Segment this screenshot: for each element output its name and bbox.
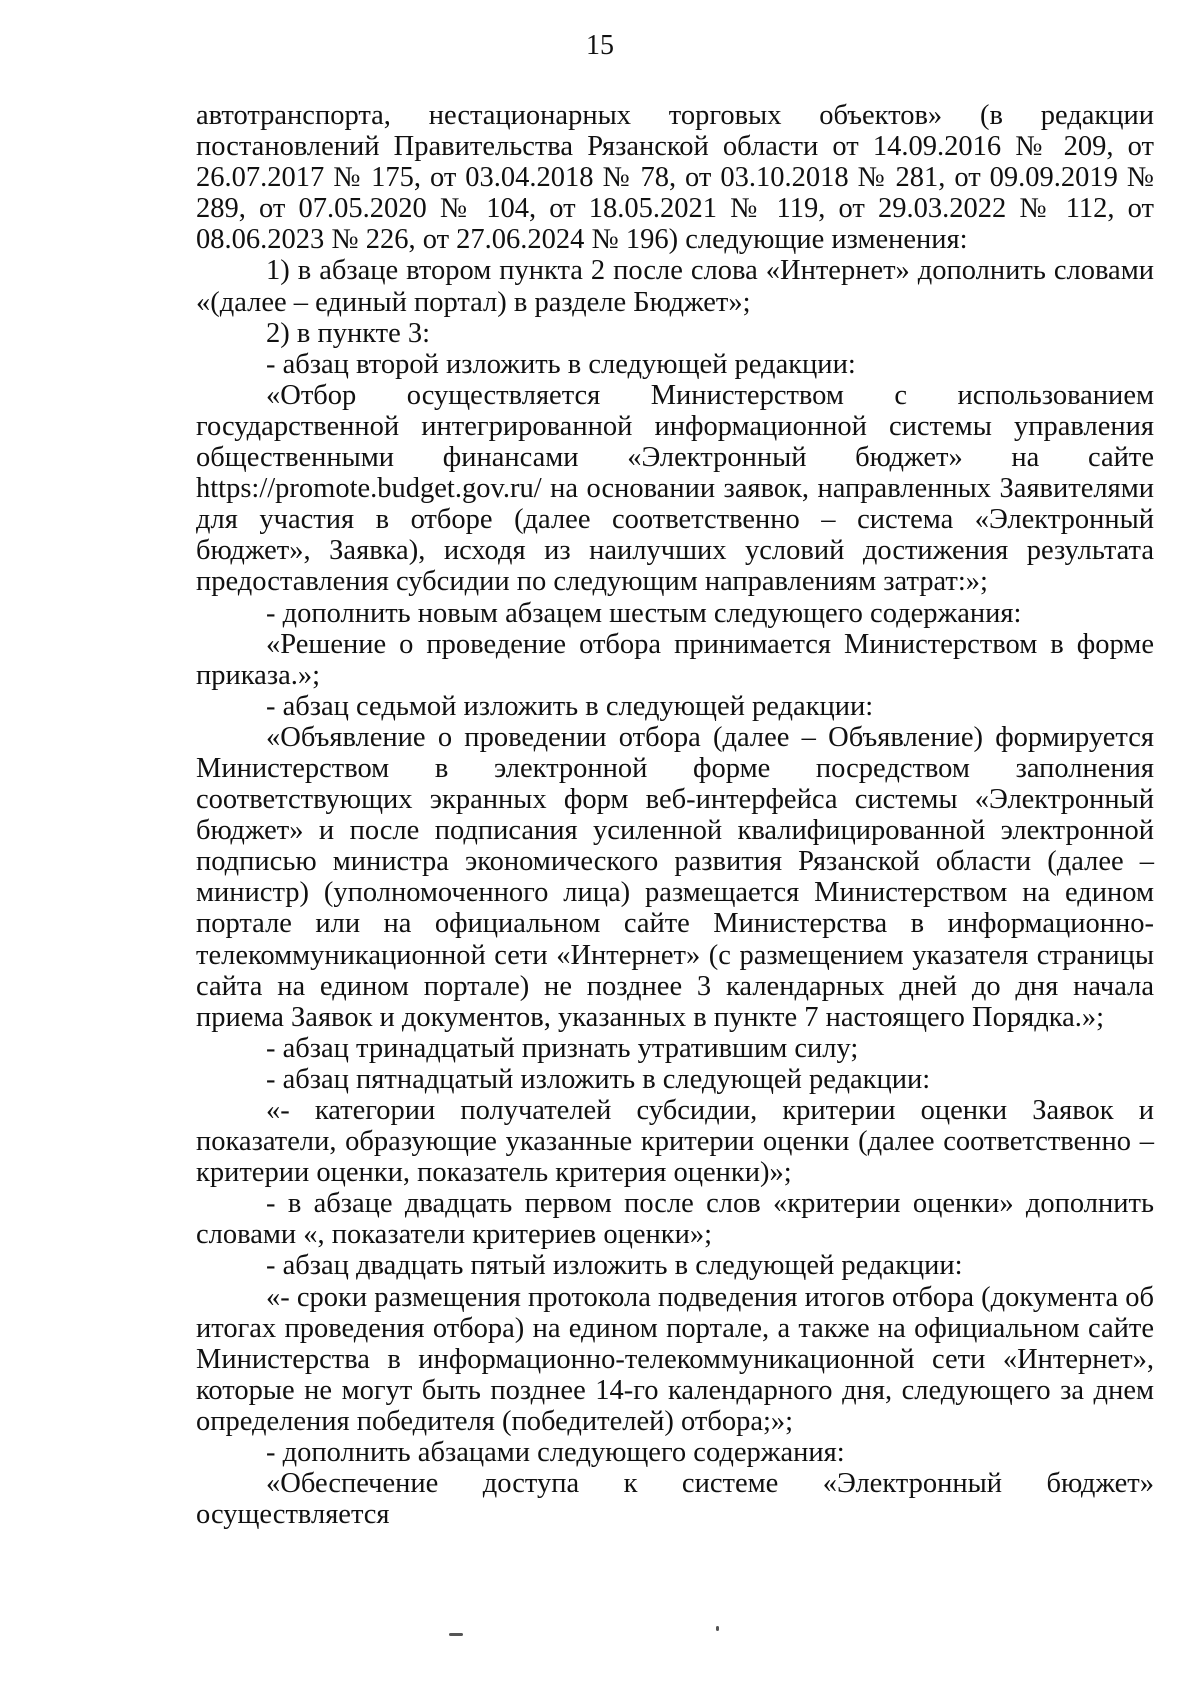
paragraph-3: 2) в пункте 3: <box>266 317 431 349</box>
paragraph-2: 1) в абзаце втором пункта 2 после слова «Интернет» дополнить словами «(далее – единый портал) в разделе Бюджет»; <box>196 255 1154 318</box>
paragraph-10: - абзац тринадцатый признать утратившим силу; <box>266 1032 859 1064</box>
paragraph-12: «- категории получателей субсидии, критерии оценки Заявок и показатели, образующие указанные критерии оценки (далее соответственно – критерии оценки, показатель критерия оценки)»; <box>196 1095 1154 1189</box>
paragraph-17: «Обеспечение доступа к системе «Электронный бюджет» осуществляется <box>196 1468 1154 1531</box>
paragraph-5: «Отбор осуществляется Министерством с использованием государственной интегрированной информационной системы управления общественными финансами «Электронный бюджет» на сайте https://promote.budget.gov.ru/ на основании заявок, направленных Заявителями для участия в отборе (далее соответственно – система «Электронный бюджет», Заявка), исходя из наилучших условий достижения результата предоставления субсидии по следующим направлениям затрат:»; <box>196 379 1154 598</box>
paragraph-13: - в абзаце двадцать первом после слов «критерии оценки» дополнить словами «, показатели критериев оценки»; <box>196 1188 1154 1251</box>
paragraph-6: - дополнить новым абзацем шестым следующего содержания: <box>266 597 1022 629</box>
scan-speck <box>716 1626 719 1631</box>
paragraph-1: автотранспорта, нестационарных торговых объектов» (в редакции постановлений Правительства Рязанской области от 14.09.2016 № 209, от 26.07.2017 № 175, от 03.04.2018 № 78, от 03.10.2018 № 281, от 09.09.2019 № 289, от 07.05.2020 № 104, от 18.05.2021 № 119, от 29.03.2022 № 112, от 08.06.2023 № 226, от 27.06.2024 № 196) следующие изменения: <box>196 100 1154 256</box>
paragraph-9: «Объявление о проведении отбора (далее – Объявление) формируется Министерством в электронной форме посредством заполнения соответствующих экранных форм веб-интерфейса системы «Электронный бюджет» и после подписания усиленной квалифицированной электронной подписью министра экономического развития Рязанской области (далее – министр) (уполномоченного лица) размещается Министерством на едином портале или на официальном сайте Министерства в информационно-телекоммуникационной сети «Интернет» (с размещением указателя страницы сайта на едином портале) не позднее 3 календарных дней до дня начала приема Заявок и документов, указанных в пункте 7 настоящего Порядка.»; <box>196 721 1154 1033</box>
paragraph-15: «- сроки размещения протокола подведения итогов отбора (документа об итогах проведения отбора) на едином портале, а также на официальном сайте Министерства в информационно-телекоммуникационной сети «Интернет», которые не могут быть позднее 14-го календарного дня, следующего за днем определения победителя (победителей) отбора;»; <box>196 1281 1154 1437</box>
paragraph-8: - абзац седьмой изложить в следующей редакции: <box>266 690 874 722</box>
paragraph-4: - абзац второй изложить в следующей редакции: <box>266 348 856 380</box>
document-body <box>196 100 1154 1530</box>
scan-speck <box>449 1633 463 1636</box>
paragraph-14: - абзац двадцать пятый изложить в следующей редакции: <box>266 1250 963 1282</box>
paragraph-7: «Решение о проведение отбора принимается Министерством в форме приказа.»; <box>196 628 1154 691</box>
paragraph-16: - дополнить абзацами следующего содержания: <box>266 1437 845 1469</box>
page-number: 15 <box>586 30 614 61</box>
paragraph-11: - абзац пятнадцатый изложить в следующей редакции: <box>266 1063 931 1095</box>
